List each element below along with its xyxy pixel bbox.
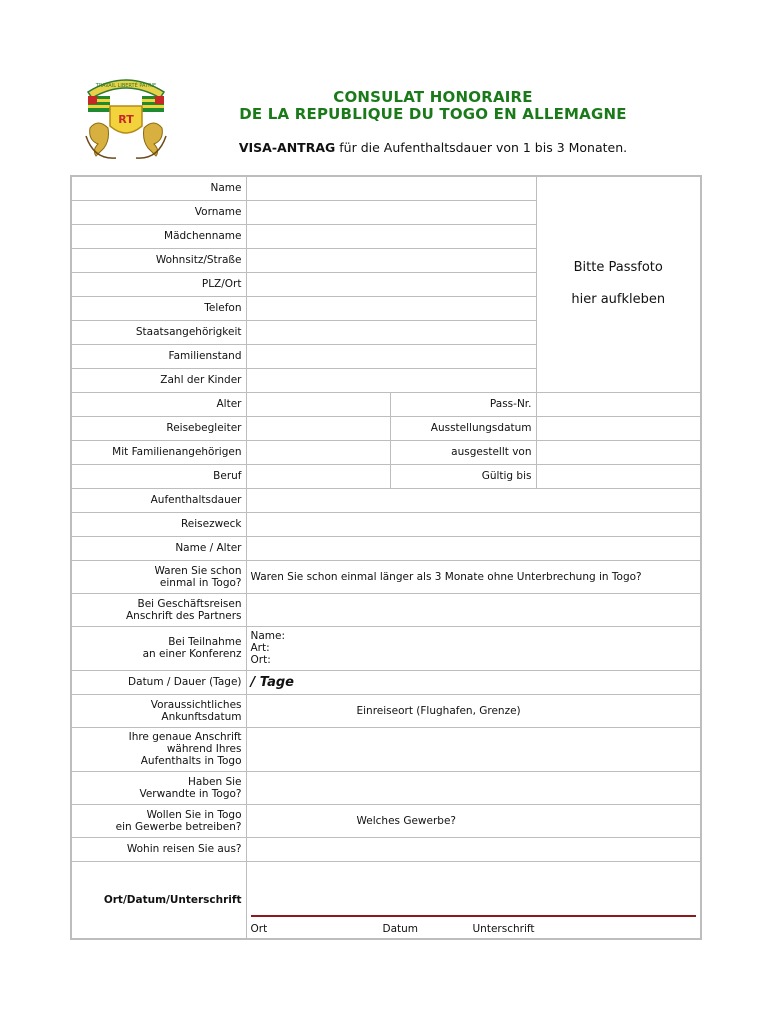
- ausstellungsdatum-field[interactable]: [536, 416, 701, 440]
- label-anschrift-togo-line2: während Ihres: [166, 743, 242, 755]
- laenger-3-monate-field[interactable]: Waren Sie schon einmal länger als 3 Monate ohne Unterbrechung in Togo?: [246, 560, 701, 593]
- label-wohin: Wohin reisen Sie aus?: [71, 837, 246, 861]
- label-telefon: Telefon: [71, 296, 246, 320]
- plz-ort-field[interactable]: [246, 272, 536, 296]
- label-gewerbe-line2: ein Gewerbe betreiben?: [115, 820, 242, 833]
- label-ausstellungsdatum: Ausstellungsdatum: [390, 416, 536, 440]
- pass-nr-field[interactable]: [536, 392, 701, 416]
- signature-captions: [251, 917, 697, 935]
- photo-hint-line2: hier aufkleben: [571, 292, 666, 308]
- label-wohnsitz: Wohnsitz/Straße: [71, 248, 246, 272]
- emblem-banner-text: TRAVAIL LIBERTÉ PATRIE: [95, 83, 157, 89]
- familienstand-field[interactable]: [246, 344, 536, 368]
- maedchenname-field[interactable]: [246, 224, 536, 248]
- label-ausgestellt-von: ausgestellt von: [390, 440, 536, 464]
- reisebegleiter-field[interactable]: [246, 416, 390, 440]
- signature-caption-ort: Ort: [250, 923, 268, 935]
- label-ankunftsdatum: [71, 694, 246, 727]
- label-verwandte-line1: Haben Sie: [188, 775, 242, 788]
- name-alter-field[interactable]: [246, 536, 701, 560]
- label-geschaeftsreisen: [71, 593, 246, 626]
- form-subtitle: [200, 140, 666, 155]
- tage-field[interactable]: / Tage: [246, 670, 701, 694]
- label-maedchenname: Mädchenname: [71, 224, 246, 248]
- telefon-field[interactable]: [246, 296, 536, 320]
- togo-coat-of-arms-emblem: [80, 70, 172, 165]
- label-plz-ort: PLZ/Ort: [71, 272, 246, 296]
- label-schon-in-togo-line2: einmal in Togo?: [159, 576, 242, 589]
- label-pass-nr: Pass-Nr.: [390, 392, 536, 416]
- label-anschrift-togo: [71, 727, 246, 771]
- label-aufenthaltsdauer: Aufenthaltsdauer: [71, 488, 246, 512]
- label-gewerbe: [71, 804, 246, 837]
- verwandte-field[interactable]: [246, 771, 701, 804]
- label-name-alter: Name / Alter: [71, 536, 246, 560]
- label-beruf: Beruf: [71, 464, 246, 488]
- einreiseort-label: Einreiseort (Flughafen, Grenze): [356, 704, 521, 717]
- passport-photo-box: [536, 176, 701, 392]
- label-datum-dauer: Datum / Dauer (Tage): [71, 670, 246, 694]
- label-verwandte-line2: Verwandte in Togo?: [139, 787, 242, 800]
- label-zahl-der-kinder: Zahl der Kinder: [71, 368, 246, 392]
- label-ankunftsdatum-line1: Voraussichtliches: [150, 698, 242, 711]
- konferenz-art-label: Art:: [250, 642, 270, 654]
- label-staatsangehoerigkeit: Staatsangehörigkeit: [71, 320, 246, 344]
- konferenz-name-label: Name:: [250, 630, 286, 642]
- consulate-title: CONSULAT HONORAIRE: [333, 88, 533, 106]
- welches-gewerbe-label: Welches Gewerbe?: [356, 814, 456, 827]
- label-vorname: Vorname: [71, 200, 246, 224]
- wohin-field[interactable]: [246, 837, 701, 861]
- name-field[interactable]: [246, 176, 536, 200]
- label-anschrift-togo-line3: Aufenthalts in Togo: [140, 755, 242, 767]
- label-geschaeftsreisen-line2: Anschrift des Partners: [126, 609, 242, 622]
- consulate-subtitle: DE LA REPUBLIQUE DU TOGO EN ALLEMAGNE: [239, 105, 627, 123]
- label-gewerbe-line1: Wollen Sie in Togo: [146, 808, 242, 821]
- familienangehoerige-field[interactable]: [246, 440, 390, 464]
- visa-application-form: [70, 175, 702, 940]
- label-ankunftsdatum-line2: Ankunftsdatum: [161, 710, 242, 723]
- label-gueltig-bis: Gültig bis: [390, 464, 536, 488]
- label-verwandte: [71, 771, 246, 804]
- staatsangehoerigkeit-field[interactable]: [246, 320, 536, 344]
- signature-field[interactable]: [246, 861, 701, 939]
- label-anschrift-togo-line1: Ihre genaue Anschrift: [128, 731, 242, 743]
- label-reisezweck: Reisezweck: [71, 512, 246, 536]
- label-familienangehoerige: Mit Familienangehörigen: [71, 440, 246, 464]
- form-subtitle-bold: VISA-ANTRAG: [238, 140, 336, 155]
- gueltig-bis-field[interactable]: [536, 464, 701, 488]
- partner-anschrift-field[interactable]: [246, 593, 701, 626]
- konferenz-ort-label: Ort:: [250, 654, 271, 666]
- beruf-field[interactable]: [246, 464, 390, 488]
- label-geschaeftsreisen-line1: Bei Geschäftsreisen: [137, 597, 242, 610]
- label-konferenz-line1: Bei Teilnahme: [168, 636, 242, 648]
- signature-caption-datum: Datum: [382, 923, 419, 935]
- label-schon-in-togo-line1: Waren Sie schon: [154, 564, 242, 577]
- gewerbe-field[interactable]: [246, 804, 701, 837]
- label-reisebegleiter: Reisebegleiter: [71, 416, 246, 440]
- label-schon-in-togo: [71, 560, 246, 593]
- anschrift-togo-field[interactable]: [246, 727, 701, 771]
- label-name: Name: [71, 176, 246, 200]
- photo-hint-line1: Bitte Passfoto: [573, 260, 663, 276]
- label-konferenz: [71, 626, 246, 670]
- label-unterschrift: Ort/Datum/Unterschrift: [71, 861, 246, 939]
- zahl-der-kinder-field[interactable]: [246, 368, 536, 392]
- vorname-field[interactable]: [246, 200, 536, 224]
- konferenz-field[interactable]: [246, 626, 701, 670]
- reisezweck-field[interactable]: [246, 512, 701, 536]
- label-konferenz-line2: an einer Konferenz: [142, 648, 242, 660]
- label-familienstand: Familienstand: [71, 344, 246, 368]
- form-subtitle-rest: für die Aufenthaltsdauer von 1 bis 3 Monaten.: [335, 140, 628, 155]
- aufenthaltsdauer-field[interactable]: [246, 488, 701, 512]
- emblem-initials: RT: [118, 113, 134, 126]
- wohnsitz-field[interactable]: [246, 248, 536, 272]
- alter-field[interactable]: [246, 392, 390, 416]
- ausgestellt-von-field[interactable]: [536, 440, 701, 464]
- label-alter: Alter: [71, 392, 246, 416]
- signature-caption-unterschrift: Unterschrift: [472, 923, 535, 935]
- einreiseort-field[interactable]: [246, 694, 701, 727]
